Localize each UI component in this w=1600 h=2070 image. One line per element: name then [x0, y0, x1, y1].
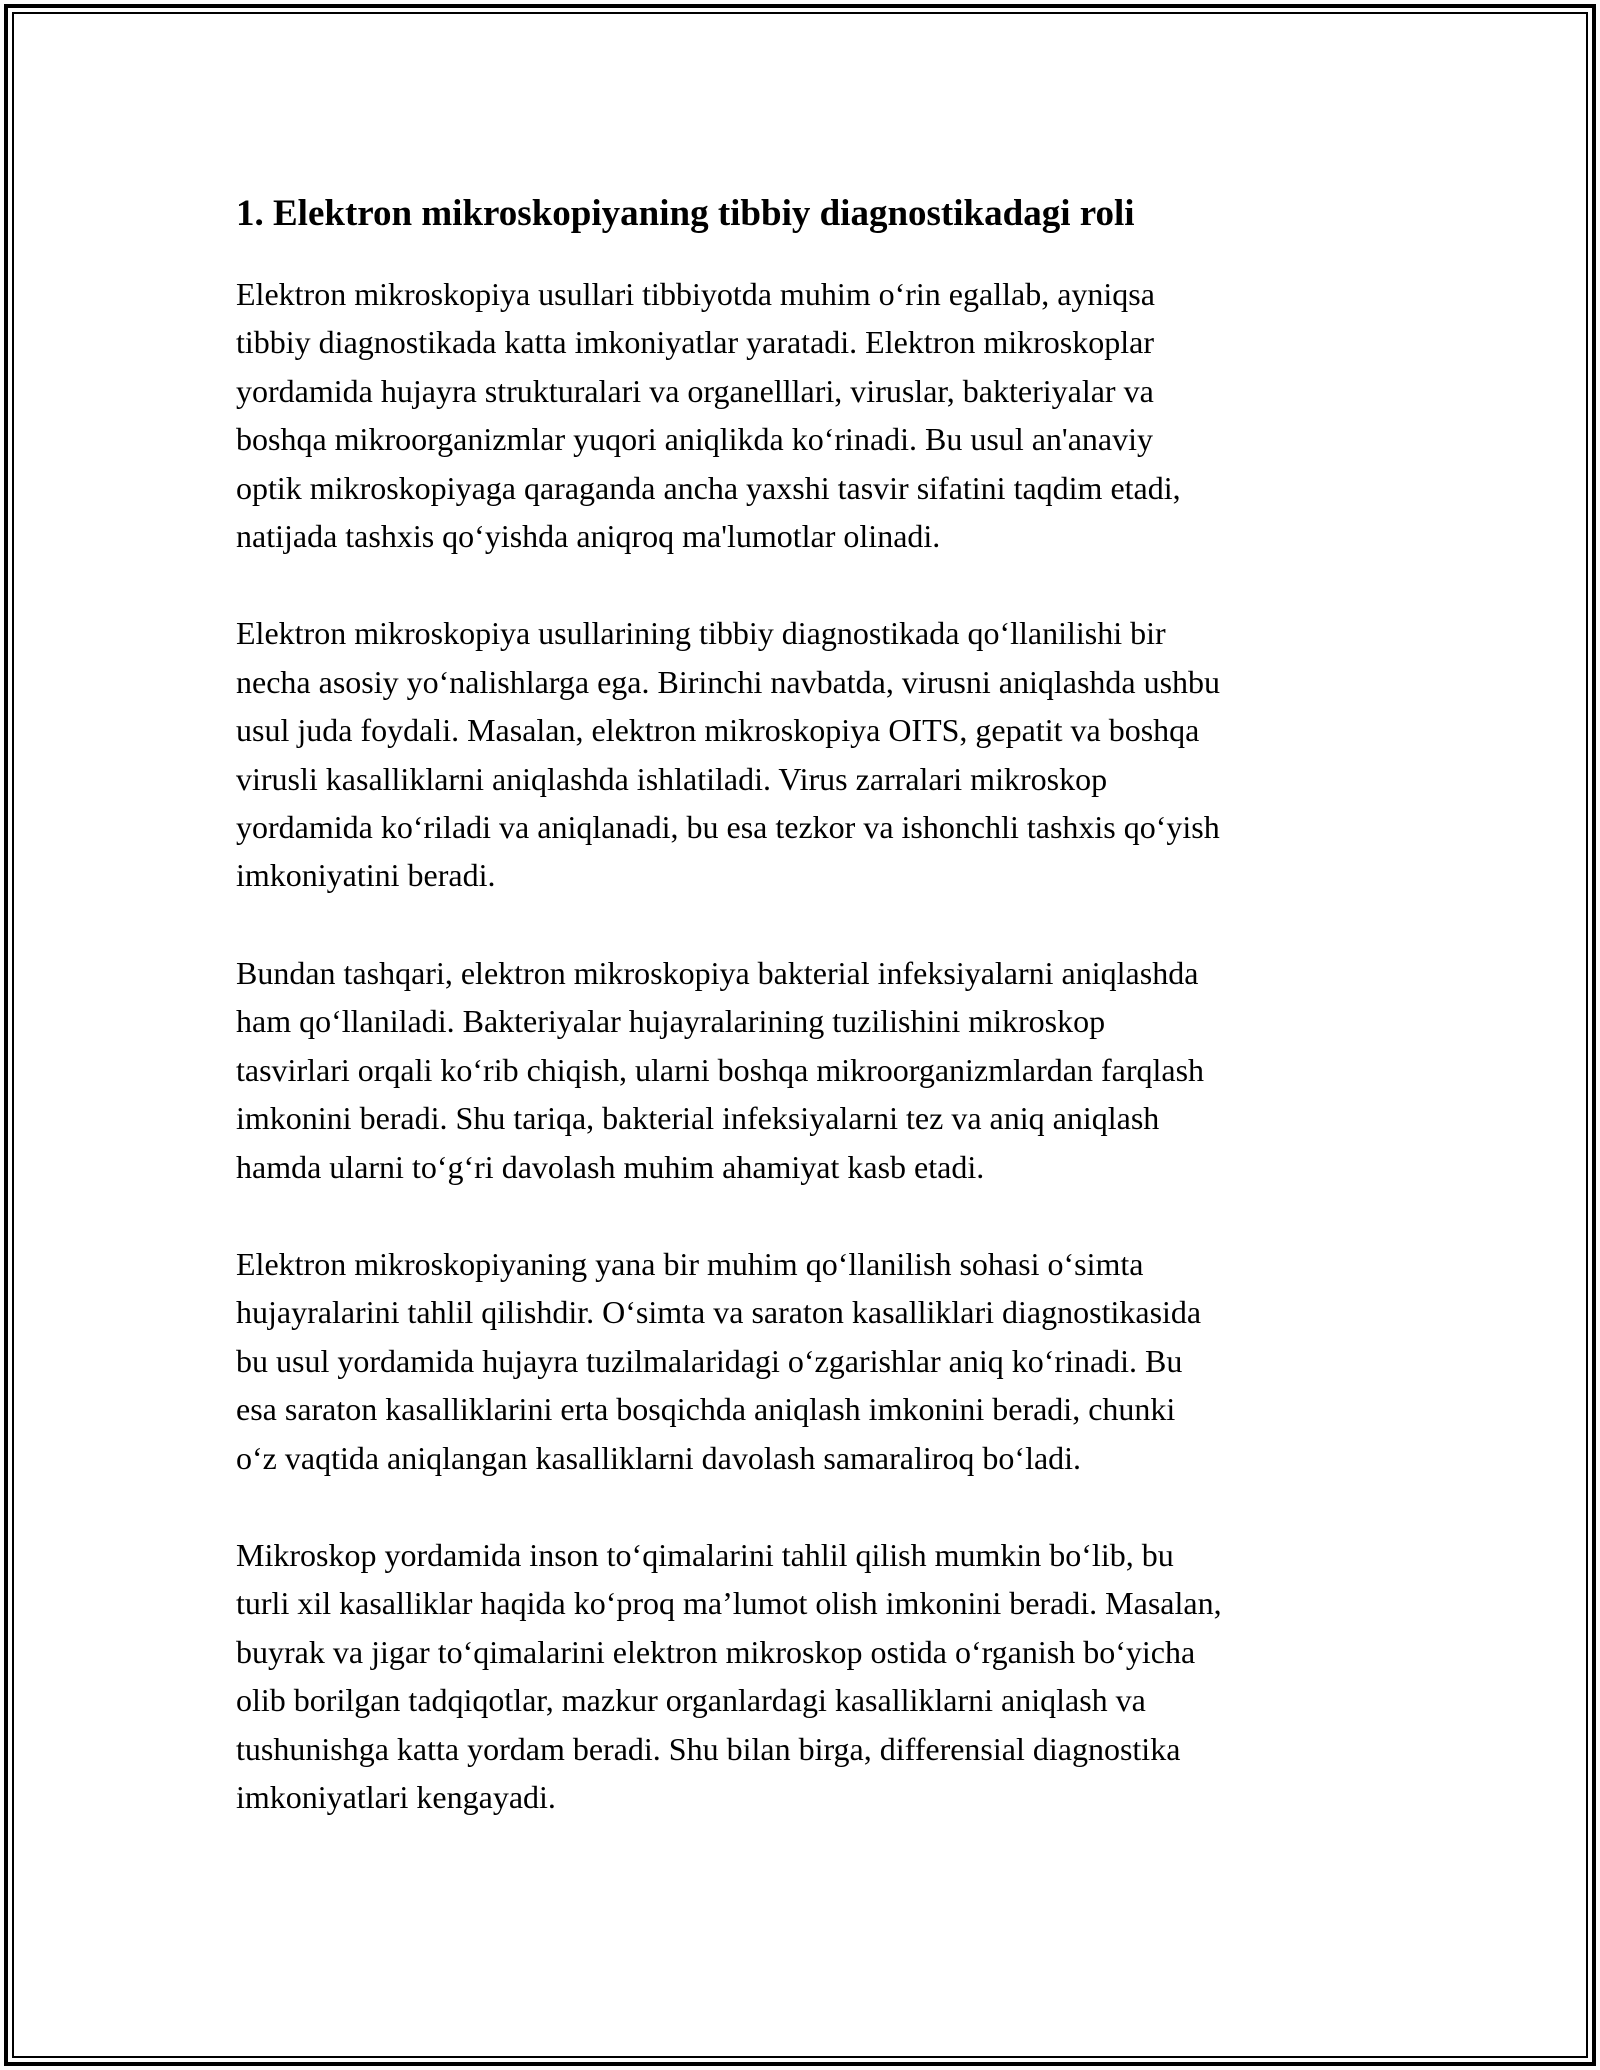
paragraph-line: Elektron mikroskopiya usullarining tibbiy diagnostikada qoʻllanilishi bir [236, 615, 1166, 652]
paragraph-line: bu usul yordamida hujayra tuzilmalaridagi oʻzgarishlar aniq koʻrinadi. Bu [236, 1342, 1183, 1379]
paragraph-4 [236, 1240, 1376, 1482]
paragraph-line: Mikroskop yordamida inson toʻqimalarini tahlil qilish mumkin boʻlib, bu [236, 1536, 1174, 1573]
paragraph-line: natijada tashxis qoʻyishda aniqroq ma'lumotlar olinadi. [236, 518, 941, 555]
paragraph-line: ham qoʻllaniladi. Bakteriyalar hujayralarining tuzilishini mikroskop [236, 1003, 1106, 1040]
paragraph-line: olib borilgan tadqiqotlar, mazkur organlardagi kasalliklarni aniqlash va [236, 1682, 1146, 1719]
paragraph-line: imkoniyatlari kengayadi. [236, 1778, 556, 1815]
paragraph-line: imkoniyatini beradi. [236, 857, 496, 894]
paragraph-1 [236, 270, 1376, 560]
paragraph-3 [236, 949, 1376, 1191]
paragraph-line: usul juda foydali. Masalan, elektron mikroskopiya OITS, gepatit va boshqa [236, 712, 1200, 749]
paragraph-line: hamda ularni toʻgʻri davolash muhim ahamiyat kasb etadi. [236, 1148, 985, 1185]
paragraph-2 [236, 609, 1376, 899]
paragraph-line: Bundan tashqari, elektron mikroskopiya bakterial infeksiyalarni aniqlashda [236, 954, 1199, 991]
paragraph-line: necha asosiy yoʻnalishlarga ega. Birinchi navbatda, virusni aniqlashda ushbu [236, 663, 1221, 700]
paragraph-line: yordamida hujayra strukturalari va organelllari, viruslar, bakteriyalar va [236, 372, 1154, 409]
paragraph-line: boshqa mikroorganizmlar yuqori aniqlikda koʻrinadi. Bu usul an'anaviy [236, 421, 1153, 458]
paragraph-line: turli xil kasalliklar haqida koʻproq maʼlumot olish imkonini beradi. Masalan, [236, 1585, 1222, 1622]
paragraph-line: optik mikroskopiyaga qaraganda ancha yaxshi tasvir sifatini taqdim etadi, [236, 469, 1181, 506]
paragraph-line: tibbiy diagnostikada katta imkoniyatlar yaratadi. Elektron mikroskoplar [236, 324, 1154, 361]
paragraph-line: hujayralarini tahlil qilishdir. Oʻsimta va saraton kasalliklari diagnostikasida [236, 1294, 1202, 1331]
paragraph-line: tasvirlari orqali koʻrib chiqish, ularni boshqa mikroorganizmlardan farqlash [236, 1051, 1205, 1088]
paragraph-line: esa saraton kasalliklarini erta bosqichda aniqlash imkonini beradi, chunki [236, 1391, 1176, 1428]
paragraph-line: buyrak va jigar toʻqimalarini elektron mikroskop ostida oʻrganish boʻyicha [236, 1633, 1196, 1670]
paragraph-line: yordamida koʻriladi va aniqlanadi, bu esa tezkor va ishonchli tashxis qoʻyish [236, 809, 1220, 846]
paragraph-line: Elektron mikroskopiyaning yana bir muhim qoʻllanilish sohasi oʻsimta [236, 1245, 1144, 1282]
document-body [236, 186, 1376, 1821]
paragraph-line: imkonini beradi. Shu tariqa, bakterial infeksiyalarni tez va aniq aniqlash [236, 1100, 1160, 1137]
paragraph-5 [236, 1531, 1376, 1821]
paragraph-line: tushunishga katta yordam beradi. Shu bilan birga, differensial diagnostika [236, 1730, 1181, 1767]
document-title: 1. Elektron mikroskopiyaning tibbiy diagnostikadagi roli [236, 193, 1135, 234]
paragraph-line: virusli kasalliklarni aniqlashda ishlatiladi. Virus zarralari mikroskop [236, 760, 1108, 797]
paragraph-line: Elektron mikroskopiya usullari tibbiyotda muhim oʻrin egallab, ayniqsa [236, 276, 1155, 312]
paragraph-line: oʻz vaqtida aniqlangan kasalliklarni davolash samaraliroq boʻladi. [236, 1439, 1082, 1476]
